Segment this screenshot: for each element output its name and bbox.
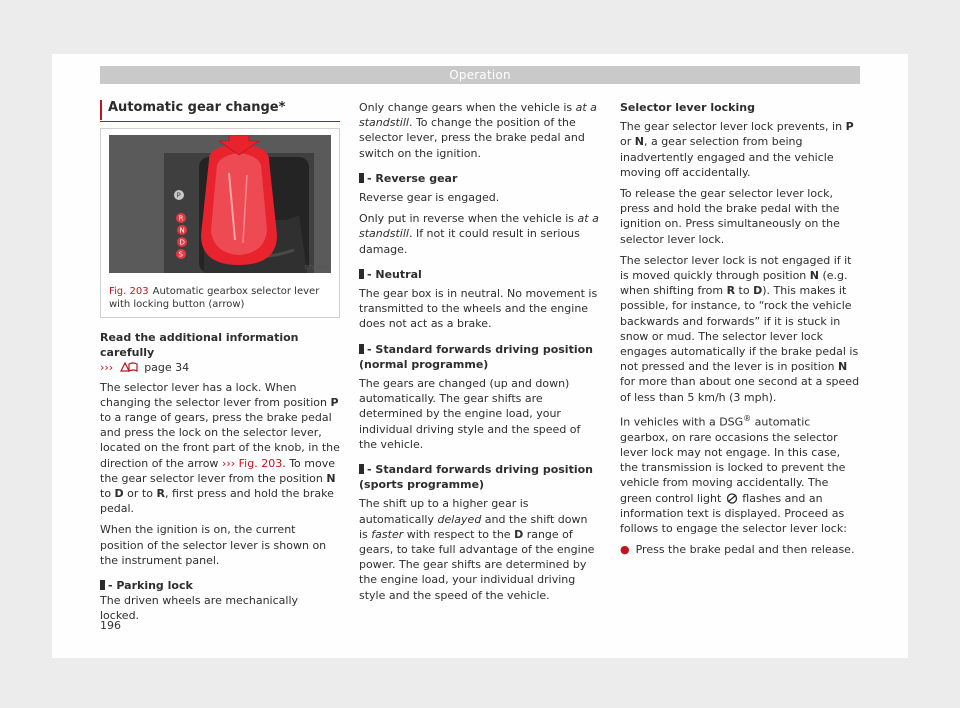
section-title (100, 100, 340, 115)
reverse-heading: - Reverse gear (359, 171, 599, 186)
read-more-heading (100, 330, 340, 360)
section-title-text: Automatic gear change* (108, 100, 286, 115)
reverse-p1: Reverse gear is engaged. (359, 191, 500, 205)
drive-text: The gears are changed (up and down) automatically. The gear shifts are determined by the engine load, your individual driving style and the speed of the vehicle. (359, 377, 581, 451)
header-bar (100, 66, 860, 84)
p-glyph-icon (100, 580, 105, 590)
drive-heading: - Standard forwards driving position (normal programme) (359, 342, 593, 371)
figure-caption (109, 285, 333, 311)
warning-book-icon (119, 361, 139, 373)
read-more-link[interactable]: page 34 (144, 361, 190, 375)
section-rule (100, 121, 340, 122)
gear-selector-illustration (109, 135, 331, 273)
figure-code: B7V-0853 (304, 265, 329, 271)
neutral-text: The gear box is in neutral. No movement is transmitted to the wheels and the engine does not act as a brake. (359, 287, 598, 331)
r-glyph-icon (359, 173, 364, 183)
read-more-ref[interactable] (100, 360, 340, 375)
gate-letter-p: P (176, 191, 181, 200)
reverse-p2: Only put in reverse when the vehicle is at a standstill. If not it could result in serious damage. (359, 212, 599, 256)
col1-paragraph-2: When the ignition is on, the current position of the selector lever is shown on the instrument panel. (100, 523, 327, 567)
col1-paragraph-1: The selector lever has a lock. When changing the selector lever from position P to a range of gears, press the brake pedal and press the lock on the selector lever, located on the front part of the knob, in the direction of the arrow ››› Fig. 203. To move the gear selector lever from the position N to D or to R, first press and hold the brake pedal. (100, 380, 340, 516)
selector-knob (201, 145, 277, 265)
page-number: 196 (100, 619, 121, 632)
locking-p3: The selector lever lock is not engaged if it is moved quickly through position N (e.g. when shifting from R to D). This makes it possible, for instance, to “rock the vehicle backwards and forwards” if it is stuck in snow or mud. The selector lever lock engages automatically if the brake pedal is not pressed and the lever is in position N for more than about one second at a speed of less than 5 km/h (3 mph). (620, 253, 860, 404)
column-3 (620, 100, 860, 563)
gate-letter-n: N (179, 226, 185, 235)
figure-203 (100, 128, 340, 318)
neutral-heading: - Neutral (359, 267, 599, 282)
s-glyph-icon (359, 464, 364, 474)
locking-heading: Selector lever locking (620, 101, 755, 114)
figure-caption-text: Automatic gearbox selector lever with locking button (arrow) (109, 286, 320, 310)
locking-p2: To release the gear selector lever lock, press and hold the brake pedal with the ignition on. Press simultaneously on the selector lever lock. (620, 187, 840, 246)
column-1 (100, 330, 340, 630)
bullet-icon: ● (620, 543, 630, 557)
bullet-item: ● Press the brake pedal and then release. (620, 543, 855, 557)
n-glyph-icon (359, 269, 364, 279)
gate-letter-s: S (178, 250, 183, 259)
gate-letter-r: R (178, 214, 184, 223)
parking-lock-text: The driven wheels are mechanically locked. (100, 594, 299, 623)
col2-intro: Only change gears when the vehicle is at a standstill. To change the position of the selector lever, press the brake pedal and switch on the ignition. (359, 101, 597, 160)
read-more-text: Read the additional information carefully (100, 331, 299, 360)
parking-lock-heading: - Parking lock (100, 578, 340, 593)
control-light-icon (725, 493, 739, 504)
fig-203-link[interactable]: Fig. 203 (238, 456, 283, 470)
link-chevron: ››› (100, 361, 114, 375)
gate-letter-d: D (179, 238, 185, 247)
d-glyph-icon (359, 344, 364, 354)
fig-ref-chevron: ››› (221, 456, 236, 470)
sport-text: The shift up to a higher gear is automatically delayed and the shift down is faster with respect to the D range of gears, to take full advantage of the engine power. The gear shifts are determined by the engine load, your individual driving style and the speed of the vehicle. (359, 497, 595, 602)
figure-label: Fig. 203 (109, 286, 149, 297)
locking-p1: The gear selector lever lock prevents, in P or N, a gear selection from being inadvertently engaged and the vehicle moving off accidentally. (620, 120, 854, 179)
locking-p4: In vehicles with a DSG® automatic gearbox, on rare occasions the selector lever lock may not engage. In this case, the transmission is locked to prevent the vehicle from moving accidentally. The green control light flashes and an information text is displayed. Proceed as follows to engage the selector lever lock: (620, 413, 847, 535)
sport-heading: - Standard forwards driving position (sports programme) (359, 463, 593, 492)
column-2 (359, 100, 599, 609)
header-title: Operation (449, 68, 511, 82)
